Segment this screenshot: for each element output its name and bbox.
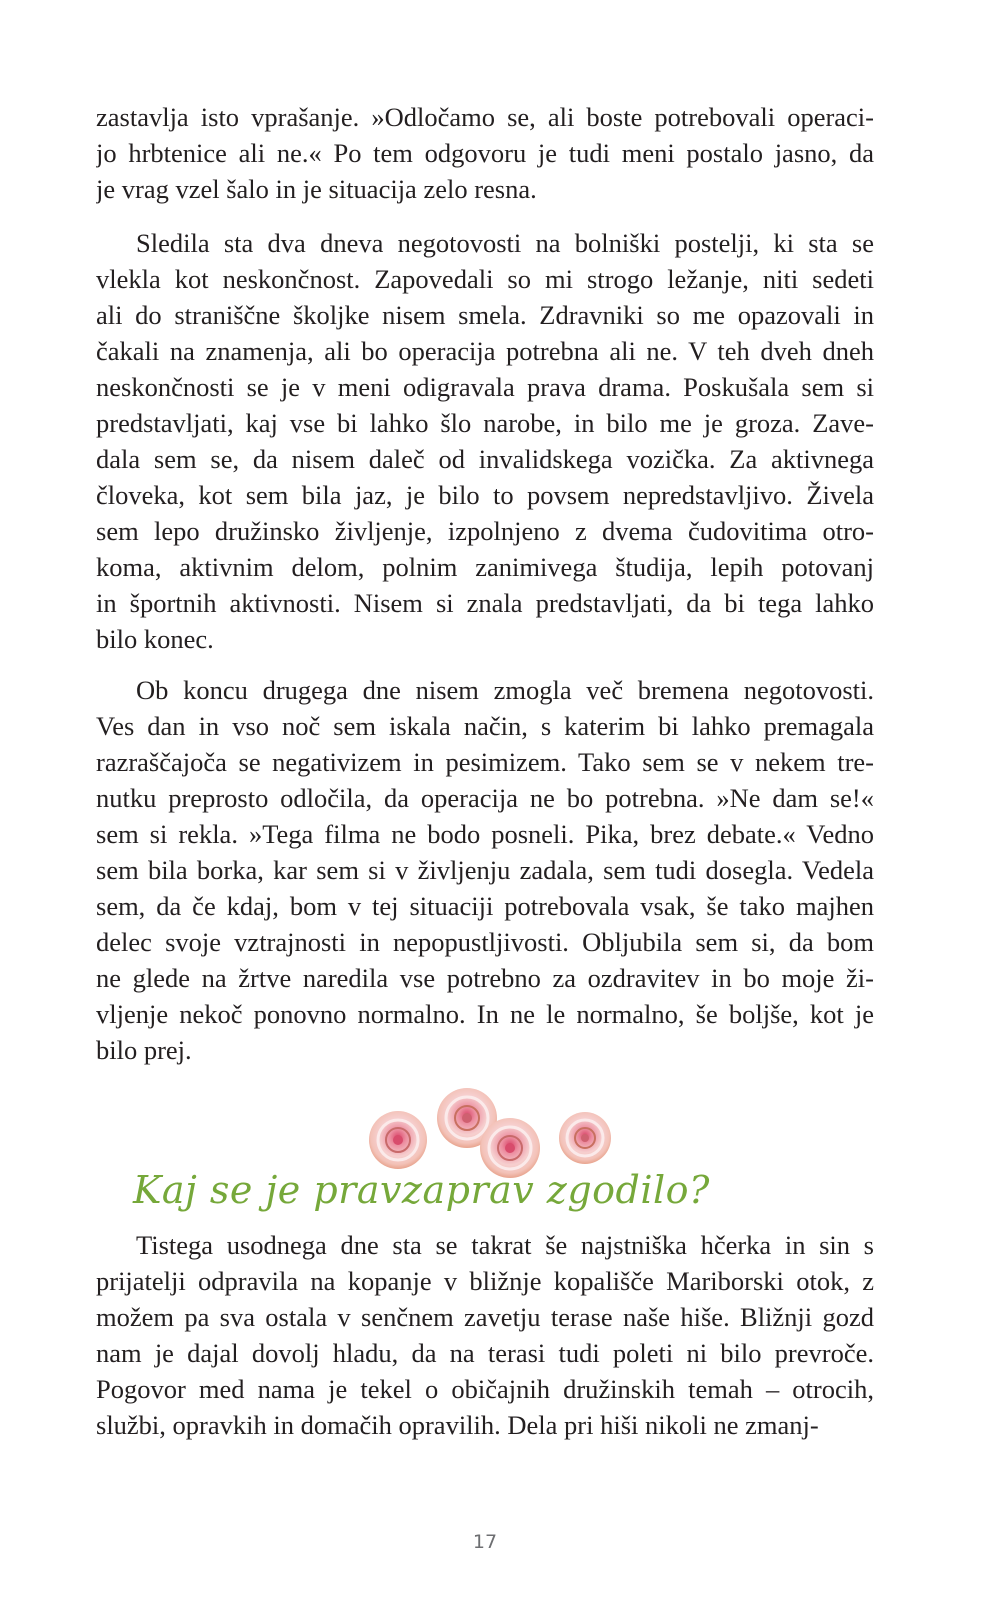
text-line: Ob koncu drugega dne nisem zmogla več bremena negotovosti. [136,675,874,705]
text-line: zastavlja isto vprašanje. »Odločamo se, ali boste potrebovali operaci- [96,102,874,132]
text-line: sem lepo družinsko življenje, izpolnjeno z dvema čudovitima otro- [96,516,874,546]
text-line: Pogovor med nama je tekel o običajnih družinskih temah – otrocih, [96,1374,874,1404]
text-line: ne glede na žrtve naredila vse potrebno za ozdravitev in bo moje ži- [96,963,874,993]
text-line: vlekla kot neskončnost. Zapovedali so mi strogo ležanje, niti sedeti [96,264,874,294]
text-line: delec svoje vztrajnosti in nepopustljivosti. Obljubila sem si, da bom [96,927,874,957]
text-line: jo hrbtenice ali ne.« Po tem odgovoru je tudi meni postalo jasno, da [96,138,874,168]
text-line: vljenje nekoč ponovno normalno. In ne le normalno, še boljše, kot je [96,999,874,1029]
text-line: neskončnosti se je v meni odigravala prava drama. Poskušala sem si [96,372,874,402]
text-line: prijatelji odpravila na kopanje v bližnje kopališče Mariborski otok, z [96,1266,874,1296]
text-line: nam je dajal dovolj hladu, da na terasi tudi poleti ni bilo prevroče. [96,1338,874,1368]
text-line: dala sem se, da nisem daleč od invalidskega vozička. Za aktivnega [96,444,874,474]
text-line: je vrag vzel šalo in je situacija zelo resna. [96,174,537,204]
text-line: nutku preprosto odločila, da operacija ne bo potrebna. »Ne dam se!« [96,783,874,813]
text-line: razraščajoča se negativizem in pesimizem. Tako sem se v nekem tre- [96,747,874,777]
text-line: predstavljati, kaj vse bi lahko šlo narobe, in bilo me je groza. Zave- [96,408,874,438]
paragraph-3 [96,672,874,1068]
paragraph-1 [96,99,874,207]
text-line: sem, da če kdaj, bom v tej situaciji potrebovala vsak, še tako majhen [96,891,874,921]
text-line: možem pa sva ostala v senčnem zavetju terase naše hiše. Bližnji gozd [96,1302,874,1332]
text-line: koma, aktivnim delom, polnim zanimivega študija, lepih potovanj [96,552,874,582]
page-number: 17 [472,1531,498,1553]
rose-icon [369,1111,427,1169]
text-line: Ves dan in vso noč sem iskala način, s katerim bi lahko premagala [96,711,874,741]
text-line: in športnih aktivnosti. Nisem si znala predstavljati, da bi tega lahko [96,588,874,618]
text-line: Tistega usodnega dne sta se takrat še najstniška hčerka in sin s [136,1230,874,1260]
text-line: ali do straniščne školjke nisem smela. Zdravniki so me opazovali in [96,300,874,330]
text-line: sem bila borka, kar sem si v življenju zadala, sem tudi dosegla. Vedela [96,855,874,885]
paragraph-2 [96,225,874,657]
text-line: čakali na znamenja, ali bo operacija potrebna ali ne. V teh dveh dneh [96,336,874,366]
rose-icon [559,1112,611,1164]
text-line: sem si rekla. »Tega filma ne bodo posneli. Pika, brez debate.« Vedno [96,819,874,849]
text-line: službi, opravkih in domačih opravilih. Dela pri hiši nikoli ne zmanj- [96,1410,819,1440]
text-line: bilo konec. [96,624,214,654]
text-line: Sledila sta dva dneva negotovosti na bolniški postelji, ki sta se [136,228,874,258]
section-heading: Kaj se je pravzaprav zgodilo? [133,1168,710,1212]
paragraph-4 [96,1227,874,1443]
text-line: človeka, kot sem bila jaz, je bilo to povsem nepredstavljivo. Živela [96,480,874,510]
text-line: bilo prej. [96,1035,192,1065]
